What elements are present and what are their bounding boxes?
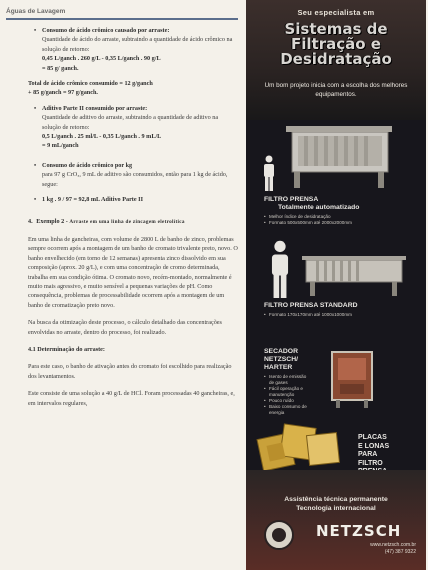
bullet-heading: Consumo de ácido crômico por kg (42, 161, 133, 169)
brand-logo: NETZSCH (316, 522, 402, 540)
automated-filter-press-image (284, 118, 394, 190)
product-name-line: FILTRO PRENSA (264, 196, 319, 203)
running-header-title: Águas de Lavagem (6, 8, 66, 15)
product-features (264, 374, 308, 416)
ad-title-line: Filtração e (291, 35, 381, 53)
paragraph: Este consiste de uma solução a 40 g/L de HCl. Foram processadas 40 gancheiras, e, em intervalos regulares, (28, 390, 235, 407)
ad-intro: Um bom projeto inicia com a escolha dos melhores equipamentos. (264, 82, 408, 98)
product-name: FILTRO PRENSA STANDARD (264, 302, 358, 309)
bullet-additive-dragout (28, 104, 238, 151)
ad-tagline: Seu especialista em (297, 8, 375, 17)
ad-assistance-text (246, 496, 426, 513)
plates-label-line: PLACAS (358, 434, 387, 441)
product-name-line: NETZSCH/ (264, 356, 298, 363)
total-line-2: + 85 g/ganch = 97 g/ganch. (28, 89, 98, 97)
bullet-dot: • (34, 161, 37, 169)
calculation-line: 1 kg . 9 / 97 = 92,8 mL Aditivo Parte II (42, 196, 143, 204)
feature-item: • Isento de emissão de gases (264, 374, 308, 386)
feature-item: • Fácil operação e manutenção (264, 386, 308, 398)
bullet-dot: • (34, 104, 37, 112)
subsection-heading: 4.1 Determinação do arraste: (28, 345, 105, 353)
person-silhouette-icon (262, 155, 276, 191)
plates-label-line: FILTRO (358, 459, 383, 467)
bullet-dot: • (34, 27, 37, 34)
plates-label-line: E LONAS (358, 442, 390, 450)
paragraph: Na busca da otimização deste processo, o cálculo detalhado das concentrações envolvidas no arraste, dentro do processo, foi realizado. (28, 319, 222, 336)
paragraph: Para este caso, o banho de ativação antes do cromato foi escolhido para realização dos levantamentos. (28, 363, 232, 380)
total-line-1: Total de ácido crômico consumido = 12 g/ganch (28, 80, 153, 88)
feature-item: • Formato 500x500mm até 2000x2000mm (264, 220, 414, 226)
product-name-line: SECADOR (264, 348, 298, 355)
product-subtitle: Totalmente automatizado (278, 204, 360, 211)
quality-seal-icon (264, 520, 294, 550)
product-name (264, 348, 298, 372)
assistance-line: Tecnologia internacional (296, 504, 376, 512)
plates-label-line: PARA (358, 451, 378, 459)
contact-info (316, 542, 416, 556)
feature-item: • Melhor índice de desidratação (264, 214, 414, 220)
header-rule (6, 18, 238, 20)
bullet-heading: Consumo de ácido crômico causado por arraste: (42, 27, 170, 34)
netzsch-advertisement (246, 0, 426, 570)
product-name (264, 196, 359, 212)
ad-title (254, 22, 418, 67)
phone-number: (47) 387 9322 (384, 549, 416, 555)
section-number: 4. (28, 217, 33, 225)
website-link[interactable]: www.netzsch.com.br (370, 542, 416, 548)
total-consumption (28, 79, 238, 98)
assistance-line: Assistência técnica permanente (284, 496, 388, 503)
ad-footer (246, 470, 426, 570)
bullet-text: Quantidade de aditivo do arraste, subtraindo a quantidade de aditivo na solução de retorno: (42, 114, 219, 131)
paragraph: Em uma linha de gancheiras, com volume de 2800 L de banho de zinco, problemas sempre ocorrem após a montagem de um banho de cromato trivalente preto, novo. O banho envelhecido (em torno de 12 semanas) apresenta zinco dissolvido em sua composição (aprox. 20 g/L), e com uma concentração de cromo determinada, trabalha em sua condição ótima. O cromato novo, recém-montado, normalmente é muito mais agressivo, e muito sensível a pequenas variações de pH. Como consequência, problemas de processabilidade ocorrem após a montagem de um banho de cromatização preto novo. (28, 235, 238, 309)
calculation-line: 0,5 L/ganch . 25 ml/L - 0,35 L/ganch . 9 mL/L (42, 133, 162, 141)
bullet-dot: • (34, 196, 37, 204)
calculation-line: 0,45 L/ganch . 260 g/L - 0,35 L/ganch . 90 g/L (42, 55, 161, 63)
section-title-main: Exemplo 2 - (36, 217, 68, 225)
product-features (264, 312, 414, 318)
bullet-text: para 97 g CrO₃, 9 mL de aditivo são consumidos, então para 1 kg de ácido, segue: (42, 171, 228, 188)
feature-item: • Formato 170x170mm até 1000x1000mm (264, 312, 414, 318)
bullet-chromic-acid-dragout (28, 26, 238, 73)
product-features (264, 214, 414, 226)
section-heading (28, 217, 238, 227)
calculation-result: = 85 g/ ganch. (42, 64, 79, 72)
calculation-result: = 9 mL/ganch (42, 142, 79, 150)
standard-filter-press-image (302, 252, 406, 298)
filter-plates-image (254, 418, 346, 476)
ad-title-line: Sistemas de (284, 20, 388, 38)
feature-item: • Pouco ruído (264, 398, 308, 404)
feature-item: • Baixo consumo de energia (264, 404, 308, 416)
section-title-rest: Arraste em uma linha de zincagem eletrolítica (69, 218, 185, 225)
person-silhouette-icon (268, 240, 292, 298)
bullet-additive-per-kg (28, 195, 238, 204)
article-column (28, 26, 238, 416)
dryer-image (330, 350, 376, 410)
bullet-heading: Aditivo Parte II consumido por arraste: (42, 104, 148, 112)
bullet-consumption-per-kg (28, 161, 238, 189)
product-name-line: HARTER (264, 364, 293, 371)
bullet-text: Quantidade de ácido do arraste, subtraindo a quantidade de ácido crômico na solução de retorno: (42, 36, 233, 53)
ad-title-line: Desidratação (280, 50, 392, 68)
